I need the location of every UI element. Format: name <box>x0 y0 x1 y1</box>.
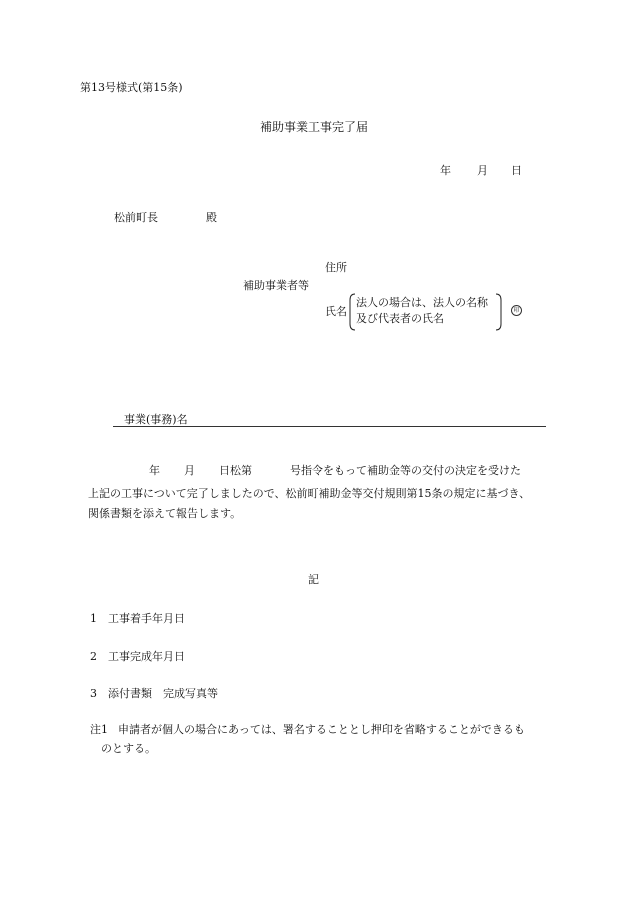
document-title: 補助事業工事完了届 <box>260 120 369 134</box>
note-line-2: のとする。 <box>101 742 156 755</box>
body-line-2: 上記の工事について完了しましたので、松前町補助金等交付規則第15条の規定に基づき、 <box>88 487 531 500</box>
name-label: 氏名 <box>325 305 347 318</box>
body-day-prefix: 日松第 <box>219 464 252 477</box>
body-year-label: 年 <box>149 464 160 477</box>
item-text: 工事完成年月日 <box>108 650 185 663</box>
addressee-honorific: 殿 <box>206 211 217 224</box>
body-line-1-rest: 号指令をもって補助金等の交付の決定を受けた <box>290 464 521 477</box>
address-label: 住所 <box>325 261 347 274</box>
seal-mark: 印 <box>511 305 522 316</box>
item-text: 添付書類 完成写真等 <box>108 687 218 700</box>
form-number: 第13号様式(第15条) <box>80 81 183 94</box>
item-number: 1 <box>90 612 97 625</box>
item-text: 工事着手年月日 <box>108 612 185 625</box>
item-number: 3 <box>90 687 97 700</box>
corporation-note-line1: 法人の場合は、法人の名称 <box>356 296 488 309</box>
project-name-underline <box>113 426 546 427</box>
body-line-3: 関係書類を添えて報告します。 <box>88 507 242 520</box>
item-number: 2 <box>90 650 97 663</box>
date-year-label: 年 <box>440 164 451 177</box>
body-month-label: 月 <box>184 464 195 477</box>
ki-heading: 記 <box>308 573 319 586</box>
date-day-label: 日 <box>511 164 522 177</box>
applicant-label: 補助事業者等 <box>243 279 309 292</box>
corporation-note <box>349 293 503 331</box>
addressee-name: 松前町長 <box>114 211 158 224</box>
date-month-label: 月 <box>477 164 488 177</box>
note-line-1: 申請者が個人の場合にあっては、署名することとし押印を省略することができるも <box>118 723 525 736</box>
note-label: 注1 <box>90 723 108 736</box>
project-name-label: 事業(事務)名 <box>124 413 188 426</box>
corporation-note-line2: 及び代表者の氏名 <box>356 312 444 325</box>
